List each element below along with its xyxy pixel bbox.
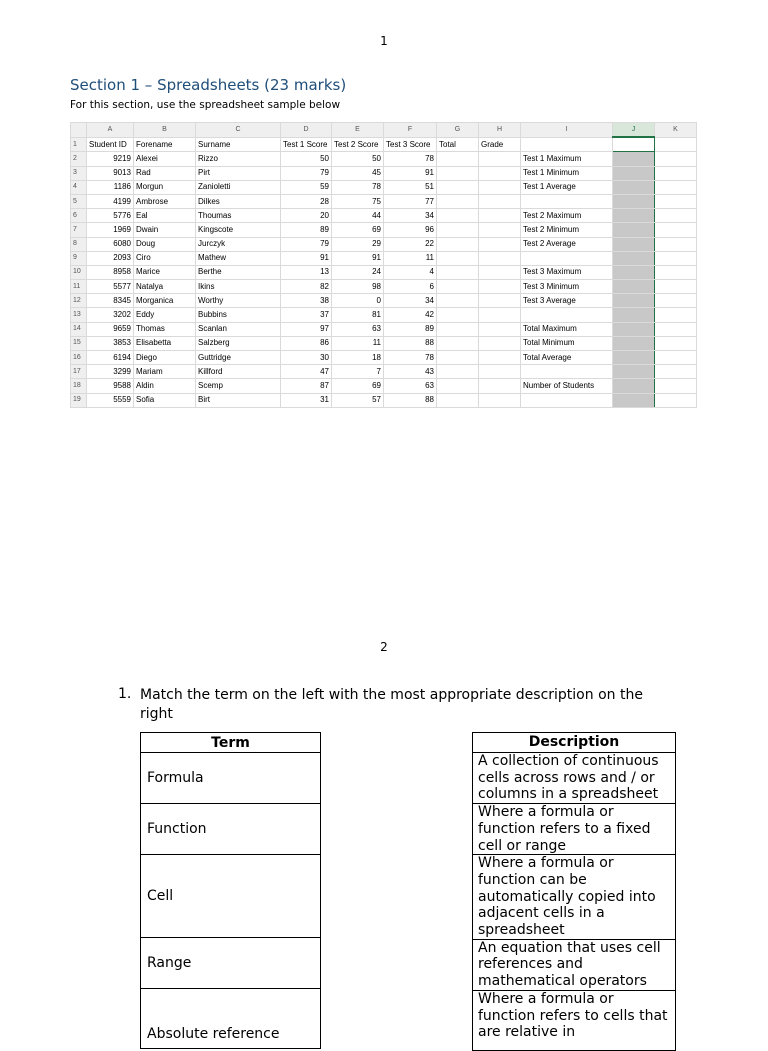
cell-c[interactable]: Zanioletti (196, 180, 281, 194)
cell-a[interactable]: 3853 (87, 336, 134, 350)
cell-d[interactable]: Test 1 Score (281, 137, 332, 152)
cell-j-selected[interactable] (613, 336, 655, 350)
cell-e[interactable]: 44 (332, 209, 384, 223)
description-table (472, 732, 676, 1051)
cell-k[interactable] (655, 322, 697, 336)
cell-f[interactable]: 78 (384, 351, 437, 365)
description-header: Description (473, 733, 676, 753)
cell-k[interactable] (655, 336, 697, 350)
cell-b[interactable]: Alexei (134, 152, 196, 166)
column-header-g[interactable]: G (437, 123, 479, 138)
cell-c[interactable]: Birt (196, 393, 281, 407)
table-row (71, 294, 697, 308)
cell-i[interactable]: Total Maximum (521, 322, 613, 336)
row-header[interactable]: 11 (71, 280, 87, 294)
cell-i[interactable]: Test 2 Average (521, 237, 613, 251)
cell-c[interactable]: Surname (196, 137, 281, 152)
cell-a[interactable]: 5577 (87, 280, 134, 294)
cell-a[interactable]: 8345 (87, 294, 134, 308)
cell-k[interactable] (655, 223, 697, 237)
column-header-e[interactable]: E (332, 123, 384, 138)
cell-j-selected[interactable] (613, 393, 655, 407)
cell-e[interactable]: 24 (332, 265, 384, 279)
cell-i[interactable]: Test 2 Minimum (521, 223, 613, 237)
cell-d[interactable]: 31 (281, 393, 332, 407)
cell-h[interactable] (479, 294, 521, 308)
cell-i[interactable]: Test 1 Maximum (521, 152, 613, 166)
cell-b[interactable]: Dwain (134, 223, 196, 237)
cell-h[interactable] (479, 379, 521, 393)
table-row (71, 251, 697, 265)
cell-h[interactable] (479, 308, 521, 322)
table-row (71, 336, 697, 350)
column-header-d[interactable]: D (281, 123, 332, 138)
cell-g[interactable]: Total (437, 137, 479, 152)
cell-f[interactable]: 34 (384, 294, 437, 308)
table-row (71, 365, 697, 379)
row-header[interactable]: 1 (71, 137, 87, 152)
cell-a[interactable]: 9659 (87, 322, 134, 336)
cell-d[interactable]: 89 (281, 223, 332, 237)
cell-j-selected[interactable] (613, 308, 655, 322)
cell-g[interactable] (437, 365, 479, 379)
cell-a[interactable]: 3202 (87, 308, 134, 322)
table-row (71, 180, 697, 194)
cell-e[interactable]: 11 (332, 336, 384, 350)
page-number: 2 (380, 640, 388, 654)
table-row (71, 265, 697, 279)
cell-i[interactable] (521, 194, 613, 208)
cell-e[interactable]: 29 (332, 237, 384, 251)
row-header[interactable]: 6 (71, 209, 87, 223)
cell-k[interactable] (655, 237, 697, 251)
cell-i[interactable] (521, 251, 613, 265)
cell-a[interactable]: 5559 (87, 393, 134, 407)
cell-i[interactable] (521, 365, 613, 379)
cell-k[interactable] (655, 137, 697, 152)
cell-g[interactable] (437, 194, 479, 208)
cell-c[interactable]: Jurczyk (196, 237, 281, 251)
cell-b[interactable]: Elisabetta (134, 336, 196, 350)
cell-h[interactable]: Grade (479, 137, 521, 152)
cell-d[interactable]: 91 (281, 251, 332, 265)
cell-e[interactable]: 78 (332, 180, 384, 194)
cell-c[interactable]: Rizzo (196, 152, 281, 166)
cell-b[interactable]: Mariam (134, 365, 196, 379)
term-item: Absolute reference (141, 989, 321, 1049)
cell-h[interactable] (479, 251, 521, 265)
cell-e[interactable]: 98 (332, 280, 384, 294)
cell-a[interactable]: 1186 (87, 180, 134, 194)
cell-e[interactable]: 81 (332, 308, 384, 322)
row-header[interactable]: 3 (71, 166, 87, 180)
column-header-row (71, 123, 697, 138)
cell-g[interactable] (437, 223, 479, 237)
cell-e[interactable]: 75 (332, 194, 384, 208)
row-header[interactable]: 8 (71, 237, 87, 251)
cell-k[interactable] (655, 365, 697, 379)
cell-i[interactable]: Number of Students (521, 379, 613, 393)
cell-b[interactable]: Ciro (134, 251, 196, 265)
cell-c[interactable]: Worthy (196, 294, 281, 308)
cell-k[interactable] (655, 180, 697, 194)
cell-e[interactable]: 69 (332, 223, 384, 237)
cell-i[interactable] (521, 137, 613, 152)
cell-k[interactable] (655, 265, 697, 279)
cell-h[interactable] (479, 152, 521, 166)
cell-a[interactable]: 2093 (87, 251, 134, 265)
table-row (71, 308, 697, 322)
cell-g[interactable] (437, 351, 479, 365)
column-header-h[interactable]: H (479, 123, 521, 138)
cell-g[interactable] (437, 294, 479, 308)
section-intro: For this section, use the spreadsheet sample below (70, 99, 341, 111)
cell-f[interactable]: 63 (384, 379, 437, 393)
cell-k[interactable] (655, 152, 697, 166)
cell-d[interactable]: 79 (281, 166, 332, 180)
cell-b[interactable]: Ambrose (134, 194, 196, 208)
cell-b[interactable]: Forename (134, 137, 196, 152)
column-header-c[interactable]: C (196, 123, 281, 138)
cell-c[interactable]: Guttridge (196, 351, 281, 365)
cell-b[interactable]: Marice (134, 265, 196, 279)
cell-f[interactable]: 91 (384, 166, 437, 180)
cell-e[interactable]: 50 (332, 152, 384, 166)
cell-g[interactable] (437, 265, 479, 279)
cell-k[interactable] (655, 294, 697, 308)
cell-e[interactable]: 18 (332, 351, 384, 365)
cell-d[interactable]: 28 (281, 194, 332, 208)
cell-j-selected[interactable] (613, 237, 655, 251)
cell-j-selected[interactable] (613, 365, 655, 379)
cell-b[interactable]: Aldin (134, 379, 196, 393)
cell-a[interactable]: Student ID (87, 137, 134, 152)
row-header[interactable]: 7 (71, 223, 87, 237)
cell-e[interactable]: Test 2 Score (332, 137, 384, 152)
cell-g[interactable] (437, 280, 479, 294)
cell-a[interactable]: 9219 (87, 152, 134, 166)
cell-i[interactable]: Test 1 Minimum (521, 166, 613, 180)
cell-j-selected[interactable] (613, 223, 655, 237)
cell-b[interactable]: Eddy (134, 308, 196, 322)
cell-h[interactable] (479, 365, 521, 379)
cell-k[interactable] (655, 194, 697, 208)
cell-j-selected[interactable] (613, 265, 655, 279)
table-row (71, 322, 697, 336)
table-row (71, 351, 697, 365)
cell-h[interactable] (479, 180, 521, 194)
cell-c[interactable]: Mathew (196, 251, 281, 265)
cell-c[interactable]: Kingscote (196, 223, 281, 237)
cell-d[interactable]: 59 (281, 180, 332, 194)
description-item: An equation that uses cell references and mathematical operators (473, 939, 676, 990)
cell-d[interactable]: 79 (281, 237, 332, 251)
cell-d[interactable]: 13 (281, 265, 332, 279)
row-header[interactable]: 18 (71, 379, 87, 393)
description-item: Where a formula or function can be automatically copied into adjacent cells in a spreadsheet (473, 855, 676, 940)
cell-f[interactable]: 6 (384, 280, 437, 294)
table-row (71, 137, 697, 152)
cell-e[interactable]: 45 (332, 166, 384, 180)
cell-i[interactable]: Test 3 Maximum (521, 265, 613, 279)
cell-h[interactable] (479, 237, 521, 251)
cell-e[interactable]: 91 (332, 251, 384, 265)
cell-h[interactable] (479, 209, 521, 223)
cell-b[interactable]: Morganica (134, 294, 196, 308)
cell-d[interactable]: 30 (281, 351, 332, 365)
term-item: Cell (141, 855, 321, 938)
cell-k[interactable] (655, 251, 697, 265)
column-header-f[interactable]: F (384, 123, 437, 138)
row-header[interactable]: 16 (71, 351, 87, 365)
cell-e[interactable]: 0 (332, 294, 384, 308)
cell-j-selected[interactable] (613, 251, 655, 265)
cell-j-selected[interactable] (613, 209, 655, 223)
row-header[interactable]: 2 (71, 152, 87, 166)
cell-f[interactable]: 89 (384, 322, 437, 336)
cell-k[interactable] (655, 166, 697, 180)
cell-f[interactable]: 42 (384, 308, 437, 322)
cell-k[interactable] (655, 379, 697, 393)
cell-h[interactable] (479, 194, 521, 208)
cell-f[interactable]: 88 (384, 393, 437, 407)
cell-d[interactable]: 37 (281, 308, 332, 322)
cell-c[interactable]: Thoumas (196, 209, 281, 223)
term-item: Function (141, 804, 321, 855)
cell-j-selected[interactable] (613, 294, 655, 308)
cell-j-selected[interactable] (613, 379, 655, 393)
cell-b[interactable]: Thomas (134, 322, 196, 336)
cell-j-selected[interactable] (613, 137, 655, 152)
column-header-j[interactable]: J (613, 123, 655, 138)
cell-g[interactable] (437, 322, 479, 336)
cell-j-selected[interactable] (613, 280, 655, 294)
question-text: Match the term on the left with the most appropriate description on the right (140, 687, 643, 722)
cell-c[interactable]: Scanlan (196, 322, 281, 336)
cell-f[interactable]: 51 (384, 180, 437, 194)
cell-g[interactable] (437, 336, 479, 350)
term-table (140, 732, 321, 1049)
cell-c[interactable]: Pirt (196, 166, 281, 180)
section-title: Section 1 – Spreadsheets (23 marks) (70, 76, 347, 94)
cell-g[interactable] (437, 180, 479, 194)
cell-d[interactable]: 38 (281, 294, 332, 308)
cell-i[interactable]: Test 3 Minimum (521, 280, 613, 294)
cell-k[interactable] (655, 209, 697, 223)
cell-j-selected[interactable] (613, 180, 655, 194)
cell-g[interactable] (437, 393, 479, 407)
cell-k[interactable] (655, 308, 697, 322)
cell-j-selected[interactable] (613, 194, 655, 208)
cell-i[interactable] (521, 393, 613, 407)
cell-f[interactable]: 78 (384, 152, 437, 166)
cell-d[interactable]: 82 (281, 280, 332, 294)
cell-h[interactable] (479, 280, 521, 294)
select-all-corner[interactable] (71, 123, 87, 138)
cell-d[interactable]: 86 (281, 336, 332, 350)
table-row (71, 166, 697, 180)
cell-b[interactable]: Sofia (134, 393, 196, 407)
cell-h[interactable] (479, 393, 521, 407)
page-number: 1 (380, 34, 388, 48)
term-header: Term (141, 733, 321, 753)
cell-k[interactable] (655, 351, 697, 365)
cell-f[interactable]: 77 (384, 194, 437, 208)
cell-f[interactable]: 43 (384, 365, 437, 379)
cell-h[interactable] (479, 336, 521, 350)
cell-b[interactable]: Morgun (134, 180, 196, 194)
cell-i[interactable]: Total Average (521, 351, 613, 365)
cell-g[interactable] (437, 237, 479, 251)
cell-h[interactable] (479, 351, 521, 365)
cell-g[interactable] (437, 379, 479, 393)
cell-c[interactable]: Ikins (196, 280, 281, 294)
cell-e[interactable]: 7 (332, 365, 384, 379)
cell-d[interactable]: 20 (281, 209, 332, 223)
cell-i[interactable]: Test 1 Average (521, 180, 613, 194)
table-row (71, 223, 697, 237)
column-header-i[interactable]: I (521, 123, 613, 138)
cell-h[interactable] (479, 223, 521, 237)
cell-j-selected[interactable] (613, 322, 655, 336)
cell-g[interactable] (437, 166, 479, 180)
row-header[interactable]: 15 (71, 336, 87, 350)
table-row (71, 237, 697, 251)
row-header[interactable]: 10 (71, 265, 87, 279)
cell-f[interactable]: 96 (384, 223, 437, 237)
cell-f[interactable]: Test 3 Score (384, 137, 437, 152)
cell-b[interactable]: Doug (134, 237, 196, 251)
table-row (71, 379, 697, 393)
cell-d[interactable]: 87 (281, 379, 332, 393)
cell-b[interactable]: Eal (134, 209, 196, 223)
cell-e[interactable]: 57 (332, 393, 384, 407)
cell-d[interactable]: 97 (281, 322, 332, 336)
cell-b[interactable]: Rad (134, 166, 196, 180)
cell-h[interactable] (479, 265, 521, 279)
row-header[interactable]: 12 (71, 294, 87, 308)
term-item: Range (141, 938, 321, 989)
table-row (71, 152, 697, 166)
cell-a[interactable]: 6194 (87, 351, 134, 365)
cell-f[interactable]: 88 (384, 336, 437, 350)
term-item: Formula (141, 753, 321, 804)
cell-g[interactable] (437, 209, 479, 223)
cell-j-selected[interactable] (613, 351, 655, 365)
table-row (71, 209, 697, 223)
table-row (71, 393, 697, 407)
row-header[interactable]: 14 (71, 322, 87, 336)
cell-d[interactable]: 50 (281, 152, 332, 166)
cell-h[interactable] (479, 322, 521, 336)
cell-g[interactable] (437, 152, 479, 166)
description-item: Where a formula or function refers to a fixed cell or range (473, 804, 676, 855)
row-header[interactable]: 9 (71, 251, 87, 265)
column-header-b[interactable]: B (134, 123, 196, 138)
row-header[interactable]: 13 (71, 308, 87, 322)
cell-f[interactable]: 4 (384, 265, 437, 279)
cell-i[interactable] (521, 308, 613, 322)
cell-h[interactable] (479, 166, 521, 180)
cell-c[interactable]: Scemp (196, 379, 281, 393)
cell-k[interactable] (655, 393, 697, 407)
cell-k[interactable] (655, 280, 697, 294)
description-item: Where a formula or function refers to cells that are relative in (473, 990, 676, 1050)
cell-a[interactable]: 9588 (87, 379, 134, 393)
cell-f[interactable]: 22 (384, 237, 437, 251)
spreadsheet-sample (70, 122, 697, 408)
cell-i[interactable]: Total Minimum (521, 336, 613, 350)
question-number: 1. (118, 686, 132, 702)
cell-a[interactable]: 6080 (87, 237, 134, 251)
cell-a[interactable]: 8958 (87, 265, 134, 279)
cell-f[interactable]: 11 (384, 251, 437, 265)
cell-g[interactable] (437, 308, 479, 322)
cell-a[interactable]: 4199 (87, 194, 134, 208)
cell-c[interactable]: Berthe (196, 265, 281, 279)
cell-c[interactable]: Bubbins (196, 308, 281, 322)
cell-a[interactable]: 1969 (87, 223, 134, 237)
column-header-k[interactable]: K (655, 123, 697, 138)
cell-g[interactable] (437, 251, 479, 265)
table-row (71, 194, 697, 208)
cell-f[interactable]: 34 (384, 209, 437, 223)
cell-c[interactable]: Dilkes (196, 194, 281, 208)
table-row (71, 280, 697, 294)
row-header[interactable]: 5 (71, 194, 87, 208)
description-item: A collection of continuous cells across rows and / or columns in a spreadsheet (473, 753, 676, 804)
cell-e[interactable]: 63 (332, 322, 384, 336)
cell-a[interactable]: 5776 (87, 209, 134, 223)
cell-c[interactable]: Salzberg (196, 336, 281, 350)
cell-d[interactable]: 47 (281, 365, 332, 379)
cell-c[interactable]: Killford (196, 365, 281, 379)
cell-a[interactable]: 9013 (87, 166, 134, 180)
row-header[interactable]: 4 (71, 180, 87, 194)
cell-i[interactable]: Test 3 Average (521, 294, 613, 308)
column-header-a[interactable]: A (87, 123, 134, 138)
row-header[interactable]: 17 (71, 365, 87, 379)
cell-a[interactable]: 3299 (87, 365, 134, 379)
cell-e[interactable]: 69 (332, 379, 384, 393)
row-header[interactable]: 19 (71, 393, 87, 407)
cell-b[interactable]: Diego (134, 351, 196, 365)
cell-j-selected[interactable] (613, 166, 655, 180)
cell-b[interactable]: Natalya (134, 280, 196, 294)
cell-i[interactable]: Test 2 Maximum (521, 209, 613, 223)
cell-j-selected[interactable] (613, 152, 655, 166)
